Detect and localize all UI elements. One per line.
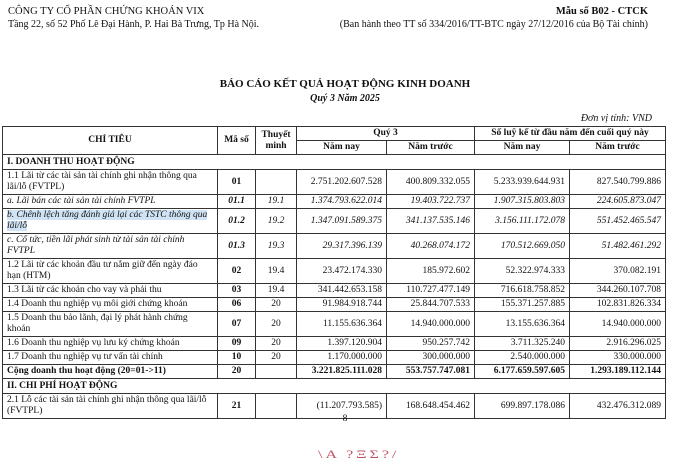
row-ytd-last-year: 432.476.312.089 — [570, 394, 666, 419]
row-indicator: 1.1 Lãi từ các tài sản tài chính ghi nhận thông qua lãi/lỗ (FVTPL) — [3, 170, 218, 195]
row-note: 20 — [256, 298, 297, 312]
row-ytd-this-year: 3.711.325.240 — [475, 337, 570, 351]
row-quarter-last-year: 300.000.000 — [387, 351, 475, 365]
row-note — [256, 365, 297, 379]
row-quarter-this-year: 2.751.202.607.528 — [297, 170, 387, 195]
col-header-note: Thuyết minh — [256, 127, 297, 155]
row-indicator: Cộng doanh thu hoạt động (20=01->11) — [3, 365, 218, 379]
row-ytd-last-year: 551.452.465.547 — [570, 209, 666, 234]
row-quarter-this-year: 1.347.091.589.375 — [297, 209, 387, 234]
row-ytd-last-year: 370.082.191 — [570, 259, 666, 284]
income-statement-table — [2, 126, 666, 419]
report-period: Quý 3 Năm 2025 — [310, 93, 380, 104]
row-ytd-this-year: 13.155.636.364 — [475, 312, 570, 337]
row-code: 06 — [218, 298, 256, 312]
row-note: 19.1 — [256, 195, 297, 209]
row-ytd-last-year: 344.260.107.708 — [570, 284, 666, 298]
table-row — [3, 312, 666, 337]
row-code: 01.1 — [218, 195, 256, 209]
table-row — [3, 365, 666, 379]
row-code: 01.3 — [218, 234, 256, 259]
row-quarter-last-year: 168.648.454.462 — [387, 394, 475, 419]
row-indicator: 1.4 Doanh thu nghiệp vụ môi giới chứng khoán — [3, 298, 218, 312]
table-row — [3, 234, 666, 259]
row-quarter-this-year: 1.397.120.904 — [297, 337, 387, 351]
row-ytd-last-year: 51.482.461.292 — [570, 234, 666, 259]
row-note — [256, 170, 297, 195]
row-indicator: 1.2 Lãi từ các khoản đầu tư nắm giữ đến ngày đáo hạn (HTM) — [3, 259, 218, 284]
row-code: 10 — [218, 351, 256, 365]
form-issued-by: (Ban hành theo TT số 334/2016/TT-BTC ngày 27/12/2016 của Bộ Tài chính) — [339, 19, 648, 30]
row-note: 19.2 — [256, 209, 297, 234]
row-quarter-last-year: 185.972.602 — [387, 259, 475, 284]
section-title: I. DOANH THU HOẠT ĐỘNG — [3, 155, 666, 170]
table-row — [3, 170, 666, 195]
row-quarter-this-year: 23.472.174.330 — [297, 259, 387, 284]
row-ytd-this-year: 170.512.669.050 — [475, 234, 570, 259]
row-ytd-this-year: 699.897.178.086 — [475, 394, 570, 419]
row-quarter-this-year: 91.984.918.744 — [297, 298, 387, 312]
row-indicator: 1.3 Lãi từ các khoản cho vay và phải thu — [3, 284, 218, 298]
row-indicator: a. Lãi bán các tài sản tài chính FVTPL — [3, 195, 218, 209]
row-note: 20 — [256, 337, 297, 351]
row-code: 07 — [218, 312, 256, 337]
row-ytd-last-year: 330.000.000 — [570, 351, 666, 365]
highlighted-text: b. Chênh lệch tăng đánh giá lại các TSTC thông qua lãi/lỗ — [7, 210, 208, 231]
row-quarter-this-year: 29.317.396.139 — [297, 234, 387, 259]
row-indicator — [3, 209, 218, 234]
col-header-q-this-year: Năm nay — [297, 141, 387, 155]
row-ytd-last-year: 224.605.873.047 — [570, 195, 666, 209]
row-quarter-this-year: 1.374.793.622.014 — [297, 195, 387, 209]
row-ytd-last-year: 2.916.296.025 — [570, 337, 666, 351]
row-quarter-last-year: 553.757.747.081 — [387, 365, 475, 379]
table-row — [3, 195, 666, 209]
row-code: 20 — [218, 365, 256, 379]
currency-unit: Đơn vị tính: VND — [580, 113, 652, 124]
row-quarter-last-year: 341.137.535.146 — [387, 209, 475, 234]
row-indicator: 1.6 Doanh thu nghiệp vụ lưu ký chứng khoán — [3, 337, 218, 351]
table-row — [3, 209, 666, 234]
row-ytd-this-year: 6.177.659.597.605 — [475, 365, 570, 379]
col-header-code: Mã số — [218, 127, 256, 155]
row-note: 19.3 — [256, 234, 297, 259]
row-quarter-last-year: 19.403.722.737 — [387, 195, 475, 209]
row-code: 01 — [218, 170, 256, 195]
row-ytd-this-year: 155.371.257.885 — [475, 298, 570, 312]
section-title: II. CHI PHÍ HOẠT ĐỘNG — [3, 379, 666, 394]
row-indicator: 2.1 Lỗ các tài sản tài chính ghi nhận thông qua lãi/lỗ (FVTPL) — [3, 394, 218, 419]
table-body — [3, 155, 666, 419]
col-header-ytd: Số luỹ kế từ đầu năm đến cuối quý này — [475, 127, 666, 141]
row-ytd-this-year: 1.907.315.803.803 — [475, 195, 570, 209]
row-code: 02 — [218, 259, 256, 284]
table-row — [3, 284, 666, 298]
company-address: Tầng 22, số 52 Phố Lê Đại Hành, P. Hai Bà Trưng, Tp Hà Nội. — [8, 19, 260, 30]
row-quarter-last-year: 950.257.742 — [387, 337, 475, 351]
row-indicator: 1.5 Doanh thu bảo lãnh, đại lý phát hành chứng khoán — [3, 312, 218, 337]
row-quarter-this-year: (11.207.793.585) — [297, 394, 387, 419]
row-quarter-last-year: 110.727.477.149 — [387, 284, 475, 298]
row-ytd-last-year: 1.293.189.112.144 — [570, 365, 666, 379]
table-row — [3, 259, 666, 284]
row-ytd-this-year: 5.233.939.644.931 — [475, 170, 570, 195]
row-indicator: c. Cổ tức, tiền lãi phát sinh từ tài sản tài chính FVTPL — [3, 234, 218, 259]
col-header-ytd-last-year: Năm trước — [570, 141, 666, 155]
company-name: CÔNG TY CỔ PHẦN CHỨNG KHOÁN VIX — [8, 6, 205, 17]
row-quarter-this-year: 3.221.825.111.028 — [297, 365, 387, 379]
section-row — [3, 155, 666, 170]
row-quarter-last-year: 40.268.074.172 — [387, 234, 475, 259]
row-ytd-this-year: 3.156.111.172.078 — [475, 209, 570, 234]
row-quarter-this-year: 341.442.653.158 — [297, 284, 387, 298]
row-quarter-this-year: 1.170.000.000 — [297, 351, 387, 365]
col-header-q-last-year: Năm trước — [387, 141, 475, 155]
table-row — [3, 337, 666, 351]
row-code: 03 — [218, 284, 256, 298]
row-quarter-this-year: 11.155.636.364 — [297, 312, 387, 337]
col-header-quarter: Quý 3 — [297, 127, 475, 141]
row-quarter-last-year: 14.940.000.000 — [387, 312, 475, 337]
row-note: 19.4 — [256, 284, 297, 298]
section-row — [3, 379, 666, 394]
row-code: 21 — [218, 394, 256, 419]
row-indicator: 1.7 Doanh thu nghiệp vụ tư vấn tài chính — [3, 351, 218, 365]
row-ytd-last-year: 102.831.826.334 — [570, 298, 666, 312]
row-note: 19.4 — [256, 259, 297, 284]
col-header-indicator: CHỈ TIÊU — [3, 127, 218, 155]
col-header-ytd-this-year: Năm nay — [475, 141, 570, 155]
stamp-mark: \A ?ΞΣ?/ — [318, 448, 400, 461]
row-code: 01.2 — [218, 209, 256, 234]
row-note: 20 — [256, 312, 297, 337]
row-ytd-this-year: 52.322.974.333 — [475, 259, 570, 284]
report-title: BÁO CÁO KẾT QUẢ HOẠT ĐỘNG KINH DOANH — [219, 78, 471, 90]
row-quarter-last-year: 25.844.707.533 — [387, 298, 475, 312]
row-ytd-this-year: 2.540.000.000 — [475, 351, 570, 365]
page-number: 8 — [342, 414, 348, 424]
form-number: Mẫu số B02 - CTCK — [555, 6, 648, 17]
row-code: 09 — [218, 337, 256, 351]
table-row — [3, 298, 666, 312]
row-ytd-last-year: 14.940.000.000 — [570, 312, 666, 337]
row-note: 20 — [256, 351, 297, 365]
row-ytd-this-year: 716.618.758.852 — [475, 284, 570, 298]
row-ytd-last-year: 827.540.799.886 — [570, 170, 666, 195]
table-row — [3, 351, 666, 365]
row-quarter-last-year: 400.809.332.055 — [387, 170, 475, 195]
